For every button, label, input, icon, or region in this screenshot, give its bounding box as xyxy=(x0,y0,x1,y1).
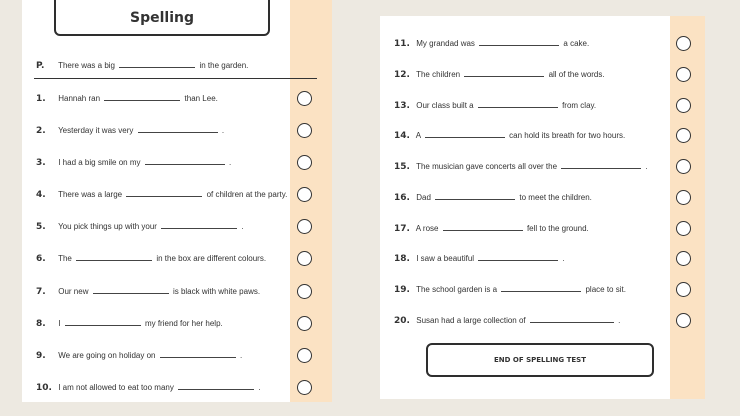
answer-circle[interactable] xyxy=(676,282,691,297)
question-number: 8. xyxy=(36,319,46,329)
question-text-after: to meet the children. xyxy=(519,193,592,202)
answer-circle[interactable] xyxy=(297,187,312,202)
question-text-before: The school garden is a xyxy=(416,285,498,294)
question-text-after: is black with white paws. xyxy=(172,287,261,296)
answer-circle[interactable] xyxy=(297,380,312,395)
question-row xyxy=(36,383,261,393)
question-text-before: I xyxy=(58,319,61,328)
question-number: P. xyxy=(36,61,45,71)
question-text-after: place to sit. xyxy=(585,285,626,294)
question-text-after: . xyxy=(562,254,565,263)
question-number: 6. xyxy=(36,254,46,264)
question-text-before: I saw a beautiful xyxy=(416,254,475,263)
answer-blank[interactable] xyxy=(479,44,559,46)
question-number: 12. xyxy=(394,70,410,80)
end-of-test-box xyxy=(426,343,654,377)
question-text-before: My grandad was xyxy=(416,39,475,48)
answer-blank[interactable] xyxy=(478,259,558,261)
question-text-after: fell to the ground. xyxy=(526,224,589,233)
answer-circle[interactable] xyxy=(297,123,312,138)
answer-circle[interactable] xyxy=(676,251,691,266)
question-number: 19. xyxy=(394,285,410,295)
question-row xyxy=(394,101,596,111)
answer-blank[interactable] xyxy=(160,356,236,358)
title-box xyxy=(54,0,270,36)
question-row xyxy=(394,316,620,326)
question-row xyxy=(394,162,648,172)
question-number: 10. xyxy=(36,383,52,393)
practice-question xyxy=(36,61,248,71)
answer-blank[interactable] xyxy=(464,75,544,77)
answer-circle[interactable] xyxy=(297,155,312,170)
answer-circle[interactable] xyxy=(297,348,312,363)
question-text-after: in the garden. xyxy=(199,61,249,70)
answer-blank[interactable] xyxy=(435,198,515,200)
answer-blank[interactable] xyxy=(161,227,237,229)
question-row xyxy=(394,224,589,234)
answer-circle[interactable] xyxy=(297,219,312,234)
question-text-before: Our new xyxy=(58,287,89,296)
question-row xyxy=(36,126,224,136)
question-text-after: . xyxy=(241,222,244,231)
question-number: 4. xyxy=(36,190,46,200)
question-text-before: Our class built a xyxy=(416,101,474,110)
question-row xyxy=(394,70,605,80)
answer-blank[interactable] xyxy=(138,131,218,133)
question-text-before: I am not allowed to eat too many xyxy=(58,383,174,392)
question-text-after: . xyxy=(258,383,261,392)
question-row xyxy=(394,193,592,203)
answer-strip xyxy=(290,0,332,402)
answer-circle[interactable] xyxy=(297,284,312,299)
question-row xyxy=(36,319,223,329)
question-text-before: A xyxy=(415,131,421,140)
answer-circle[interactable] xyxy=(676,98,691,113)
question-text-after: . xyxy=(228,158,232,167)
answer-blank[interactable] xyxy=(76,259,152,261)
question-text-before: A rose xyxy=(415,224,439,233)
page-title: Spelling xyxy=(130,10,194,26)
question-row xyxy=(36,158,231,168)
question-text-before: The children xyxy=(416,70,461,79)
left-worksheet-page xyxy=(22,0,332,402)
answer-circle[interactable] xyxy=(297,91,312,106)
question-text-before: There was a large xyxy=(58,190,123,199)
question-number: 1. xyxy=(36,94,46,104)
question-text-before: Hannah ran xyxy=(58,94,101,103)
question-row xyxy=(394,254,565,264)
answer-blank[interactable] xyxy=(93,292,169,294)
question-text-before: Dad xyxy=(416,193,431,202)
answer-blank[interactable] xyxy=(178,388,254,390)
question-number: 2. xyxy=(36,126,46,136)
question-row xyxy=(36,190,287,200)
question-text-after: can hold its breath for two hours. xyxy=(509,131,626,140)
question-text-before: You pick things up with your xyxy=(58,222,157,231)
answer-blank[interactable] xyxy=(561,167,641,169)
answer-circle[interactable] xyxy=(676,159,691,174)
question-number: 18. xyxy=(394,254,410,264)
answer-blank[interactable] xyxy=(443,229,523,231)
question-text-before: We are going on holiday on xyxy=(58,351,156,360)
question-text-after: of children at the party. xyxy=(206,190,288,199)
question-text-after: from clay. xyxy=(562,101,597,110)
question-text-before: The xyxy=(58,254,72,263)
answer-blank[interactable] xyxy=(501,290,581,292)
question-number: 14. xyxy=(394,131,410,141)
question-number: 7. xyxy=(36,287,46,297)
answer-circle[interactable] xyxy=(676,67,691,82)
answer-blank[interactable] xyxy=(126,195,202,197)
question-text-before: Yesterday it was very xyxy=(58,126,134,135)
right-worksheet-page xyxy=(380,16,705,399)
answer-circle[interactable] xyxy=(676,36,691,51)
answer-blank[interactable] xyxy=(530,321,614,323)
divider-line xyxy=(34,78,317,79)
question-text-before: The musician gave concerts all over the xyxy=(416,162,558,171)
question-text-after: my friend for her help. xyxy=(144,319,223,328)
question-number: 11. xyxy=(394,39,410,49)
question-text-after: . xyxy=(221,126,225,135)
question-text-after: in the box are different colours. xyxy=(156,254,267,263)
question-number: 15. xyxy=(394,162,410,172)
answer-blank[interactable] xyxy=(145,163,225,165)
question-row xyxy=(36,287,260,297)
question-number: 20. xyxy=(394,316,410,326)
question-text-after: than Lee. xyxy=(184,94,218,103)
answer-circle[interactable] xyxy=(676,221,691,236)
question-row xyxy=(394,39,589,49)
answer-blank[interactable] xyxy=(119,66,195,68)
question-text-before: I had a big smile on my xyxy=(58,158,141,167)
question-text-after: . xyxy=(645,162,648,171)
question-text-before: Susan had a large collection of xyxy=(416,316,526,325)
question-row xyxy=(394,285,626,295)
question-number: 5. xyxy=(36,222,46,232)
answer-circle[interactable] xyxy=(676,128,691,143)
question-row xyxy=(36,222,244,232)
answer-circle[interactable] xyxy=(297,316,312,331)
answer-blank[interactable] xyxy=(478,106,558,108)
question-number: 17. xyxy=(394,224,410,234)
question-number: 3. xyxy=(36,158,46,168)
question-number: 13. xyxy=(394,101,410,111)
question-text-after: all of the words. xyxy=(548,70,605,79)
question-text-before: There was a big xyxy=(58,61,115,70)
question-text-after: . xyxy=(618,316,621,325)
answer-blank[interactable] xyxy=(65,324,141,326)
answer-circle[interactable] xyxy=(676,190,691,205)
question-row xyxy=(36,94,218,104)
question-row xyxy=(394,131,625,141)
question-number: 16. xyxy=(394,193,410,203)
question-text-after: . xyxy=(239,351,243,360)
question-row xyxy=(36,351,242,361)
question-row xyxy=(36,254,266,264)
answer-blank[interactable] xyxy=(104,99,180,101)
end-of-test-label: END OF SPELLING TEST xyxy=(494,356,586,364)
question-text-after: a cake. xyxy=(563,39,590,48)
answer-blank[interactable] xyxy=(425,136,505,138)
question-number: 9. xyxy=(36,351,46,361)
answer-circle[interactable] xyxy=(676,313,691,328)
answer-circle[interactable] xyxy=(297,251,312,266)
